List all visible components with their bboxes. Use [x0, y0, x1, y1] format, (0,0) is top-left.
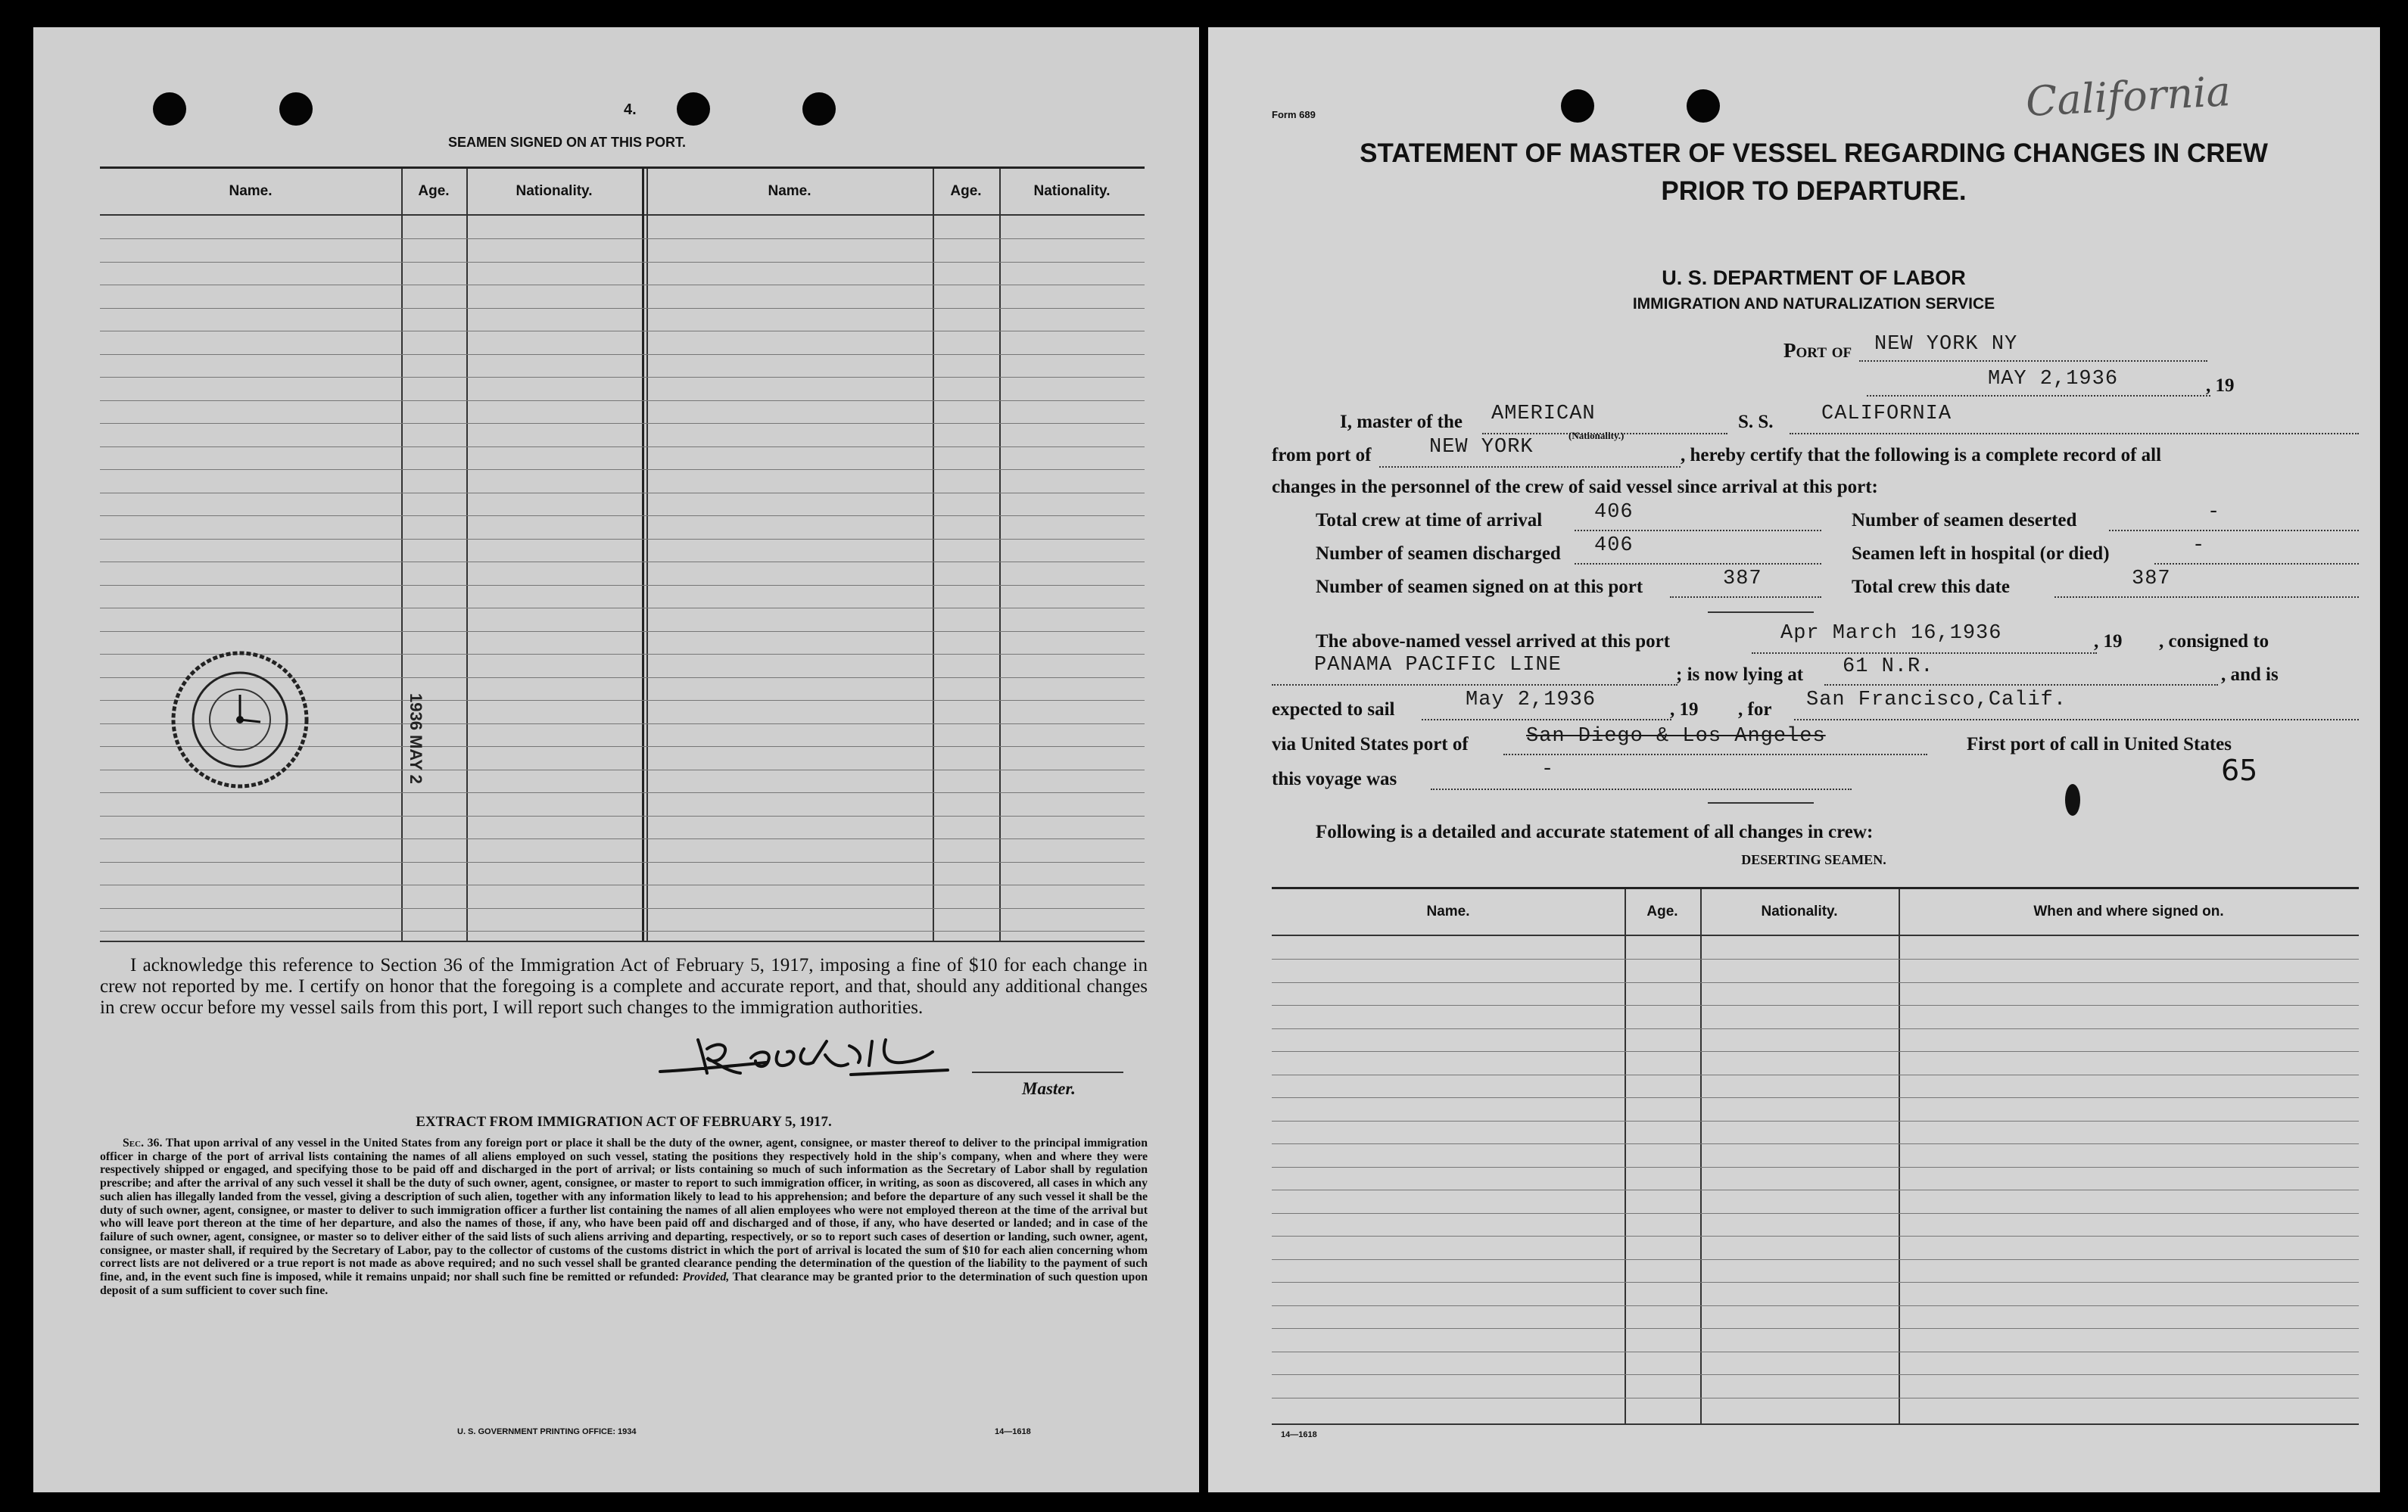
and-is-text: , and is — [2221, 664, 2279, 685]
discharged-label: Number of seamen discharged — [1316, 543, 1561, 564]
table-header — [100, 169, 1145, 216]
total-crew-date-label: Total crew this date — [1852, 577, 2011, 597]
punch-hole — [153, 92, 186, 126]
seamen-signed-on-table — [100, 166, 1145, 942]
table-row — [100, 308, 1145, 309]
table-row — [1272, 1374, 2359, 1375]
table-row — [1272, 1121, 2359, 1122]
expected-label: expected to sail — [1272, 699, 1395, 720]
changes-text: changes in the personnel of the crew of said vessel since arrival at this port: — [1272, 477, 1878, 497]
table-row — [1272, 982, 2359, 983]
form-number: Form 689 — [1272, 109, 1316, 120]
table-row — [1272, 1167, 2359, 1168]
page-number: 4. — [624, 101, 637, 118]
port-of-label: Port of — [1783, 339, 1852, 362]
handwritten-corner-note: California — [2024, 67, 2232, 126]
table-row — [1272, 1097, 2359, 1098]
table-row — [100, 816, 1145, 817]
table-row — [1272, 1328, 2359, 1329]
column-header-nationality: Nationality. — [516, 183, 593, 199]
consigned-label: , consigned to — [2159, 631, 2269, 652]
from-port-label: from port of — [1272, 445, 1372, 465]
arrived-label: The above-named vessel arrived at this port — [1316, 631, 1671, 652]
extract-title: EXTRACT FROM IMMIGRATION ACT OF FEBRUARY 5, 1917. — [416, 1114, 832, 1130]
acknowledgement-text: I acknowledge this reference to Section 36 of the Immigration Act of February 5, 1917, imposing a fine of $10 for each change in crew not reported by me. I certify on honor that the foregoing is a complete and accurate report, and that, should any additional changes in crew occur before my vessel sails from this port, I will report such changes to the immigration authorities. — [100, 955, 1148, 1018]
table-row — [1272, 1259, 2359, 1260]
column-header-age: Age. — [418, 183, 450, 199]
table-row — [1272, 1213, 2359, 1214]
from-port-value: NEW YORK — [1429, 436, 1534, 459]
table-row — [100, 862, 1145, 863]
ink-blot — [2065, 784, 2080, 816]
this-voyage-label: this voyage was — [1272, 769, 1397, 789]
table-row — [1272, 1005, 2359, 1006]
extract-text: Sec. 36. That upon arrival of any vessel in the United States from any foreign port or place it shall be the duty of the owner, agent, consignee, or master thereof to deliver to the principal immigration officer in charge of the port of arrival lists containing the names of all aliens employed on such vessel, stating the positions they respectively hold in the ship's company, when and where they were respectively shipped or engaged, and specifying those to be paid off and discharged in the port of arrival; or lists containing so much of such information as the Secretary of Labor shall by regulation prescribe; and after the arrival of any such vessel it shall be the duty of such owner, agent, consignee, or master to report to such immigration officer, in writing, as soon as discovered, all cases in which any such alien has illegally landed from the vessel, giving a description of such alien, together with any information likely to lead to his apprehension; and before the departure of any such vessel it shall be the duty of such owner, agent, consignee, or master to deliver to such immigration officer a further list containing the names of all alien employees who were not employed thereon at the time of the arrival but who will leave port thereon at the time of her departure, and also the names of those, if any, who have been paid off and discharged and of those, if any, who have deserted or landed; and in case of the failure of such owner, agent, consignee, or master so to deliver either of the said lists of such aliens arriving and departing, respectively, or so to report such cases of desertion or landing, such owner, agent, consignee, or master shall, if required by the Secretary of Labor, pay to the collector of customs of the customs district in which the port of arrival is located the sum of $10 for each alien concerning whom correct lists are not delivered or a true report is not made as above required; and no such vessel shall be granted clearance pending the determination of the question of the liability to the payment of such fine, and, in the event such fine is imposed, while it remains unpaid; nor shall such fine be remitted or refunded: Provided, That clearance may be granted prior to the determination of such question upon deposit of a sum sufficient to cover such fine. — [100, 1137, 1148, 1297]
table-row — [100, 585, 1145, 586]
column-header-when-where: When and where signed on. — [2033, 904, 2224, 919]
signed-on-label: Number of seamen signed on at this port — [1316, 577, 1643, 597]
for-value: San Francisco,Calif. — [1806, 689, 2067, 711]
for-label: , for — [1738, 699, 1772, 720]
column-header-name-2: Name. — [768, 183, 811, 199]
punch-hole — [279, 92, 313, 126]
separator-line — [1708, 611, 1814, 613]
form-title: STATEMENT OF MASTER OF VESSEL REGARDING CHANGES IN CREW PRIOR TO DEPARTURE. — [1360, 138, 2268, 206]
ship-name-value: CALIFORNIA — [1821, 403, 1952, 425]
arrived-year-suffix: , 19 — [2094, 631, 2123, 652]
department-name: U. S. DEPARTMENT OF LABOR — [1662, 266, 1966, 289]
column-header-nationality: Nationality. — [1761, 904, 1838, 919]
ss-label: S. S. — [1738, 412, 1774, 432]
via-value: San Diego & Los Angeles — [1526, 725, 1826, 748]
column-header-nationality-2: Nationality. — [1033, 183, 1111, 199]
total-crew-date-value: 387 — [2132, 568, 2171, 590]
this-voyage-value: - — [1541, 758, 1555, 781]
hospital-label: Seamen left in hospital (or died) — [1852, 543, 2110, 564]
deserting-seamen-table — [1272, 887, 2359, 1425]
hospital-value: - — [2192, 534, 2206, 557]
punch-hole — [677, 92, 710, 126]
port-of-value: NEW YORK NY — [1874, 333, 2018, 356]
table-row — [100, 400, 1145, 401]
service-name: IMMIGRATION AND NATURALIZATION SERVICE — [1632, 295, 1995, 313]
signed-on-value: 387 — [1723, 568, 1762, 590]
left-page — [33, 27, 1199, 1492]
total-crew-arrival-label: Total crew at time of arrival — [1316, 510, 1543, 530]
immigration-stamp — [168, 648, 312, 792]
table-row — [100, 262, 1145, 263]
total-crew-arrival-value: 406 — [1594, 501, 1634, 524]
table-row — [100, 423, 1145, 424]
master-signature — [645, 1019, 1114, 1087]
left-form-code: 14—1618 — [995, 1427, 1031, 1436]
table-row — [100, 377, 1145, 378]
table-row — [1272, 1143, 2359, 1144]
table-row — [100, 792, 1145, 793]
handwritten-number: 65 — [2221, 754, 2258, 787]
table-row — [100, 515, 1145, 516]
lying-label: ; is now lying at — [1676, 664, 1804, 685]
via-label: via United States port of — [1272, 734, 1469, 754]
expected-value: May 2,1936 — [1466, 689, 1597, 711]
table-row — [100, 931, 1145, 932]
table-row — [100, 354, 1145, 355]
table-row — [1272, 1051, 2359, 1052]
deserting-table-header — [1272, 889, 2359, 936]
master-label: Master. — [1022, 1079, 1076, 1098]
discharged-value: 406 — [1594, 534, 1634, 557]
right-page — [1208, 27, 2380, 1492]
table-row — [100, 631, 1145, 632]
column-header-name: Name. — [1426, 904, 1470, 919]
column-header-age-2: Age. — [950, 183, 982, 199]
stamp-date: 1936 MAY 2 — [407, 693, 425, 784]
following-text: Following is a detailed and accurate statement of all changes in crew: — [1316, 822, 1874, 842]
signature-line — [972, 1072, 1123, 1073]
table-row — [100, 908, 1145, 909]
right-form-code: 14—1618 — [1281, 1430, 1317, 1439]
arrived-value: Apr March 16,1936 — [1780, 622, 2002, 645]
punch-hole — [1561, 89, 1594, 123]
table-row — [1272, 1282, 2359, 1283]
nationality-caption: (Nationality.) — [1568, 430, 1625, 441]
consignee-value: PANAMA PACIFIC LINE — [1314, 654, 1562, 677]
column-header-age: Age. — [1646, 904, 1678, 919]
date-year-suffix: , 19 — [2206, 375, 2235, 396]
lying-value: 61 N.R. — [1843, 655, 1934, 678]
table-row — [100, 539, 1145, 540]
table-row — [1272, 1028, 2359, 1029]
section-title: SEAMEN SIGNED ON AT THIS PORT. — [447, 135, 687, 150]
deserted-value: - — [2207, 501, 2221, 524]
table-row — [1272, 1305, 2359, 1306]
table-row — [1272, 1236, 2359, 1237]
column-header-name: Name. — [229, 183, 273, 199]
nationality-value: AMERICAN — [1491, 403, 1596, 425]
table-row — [100, 238, 1145, 239]
table-row — [1272, 959, 2359, 960]
expected-year-suffix: , 19 — [1670, 699, 1699, 720]
separator-line-2 — [1708, 802, 1814, 804]
table-row — [100, 446, 1145, 447]
table-row — [100, 838, 1145, 839]
first-port-label: First port of call in United States — [1967, 734, 2232, 754]
printer-line: U. S. GOVERNMENT PRINTING OFFICE: 1934 — [457, 1427, 637, 1436]
deserting-title: DESERTING SEAMEN. — [1741, 852, 1886, 867]
certify-text: , hereby certify that the following is a complete record of all — [1681, 445, 2162, 465]
punch-hole — [1687, 89, 1720, 123]
deserted-label: Number of seamen deserted — [1852, 510, 2077, 530]
master-of-label: I, master of the — [1340, 412, 1463, 432]
table-row — [100, 469, 1145, 470]
punch-hole — [802, 92, 836, 126]
date-value: MAY 2,1936 — [1988, 368, 2119, 390]
